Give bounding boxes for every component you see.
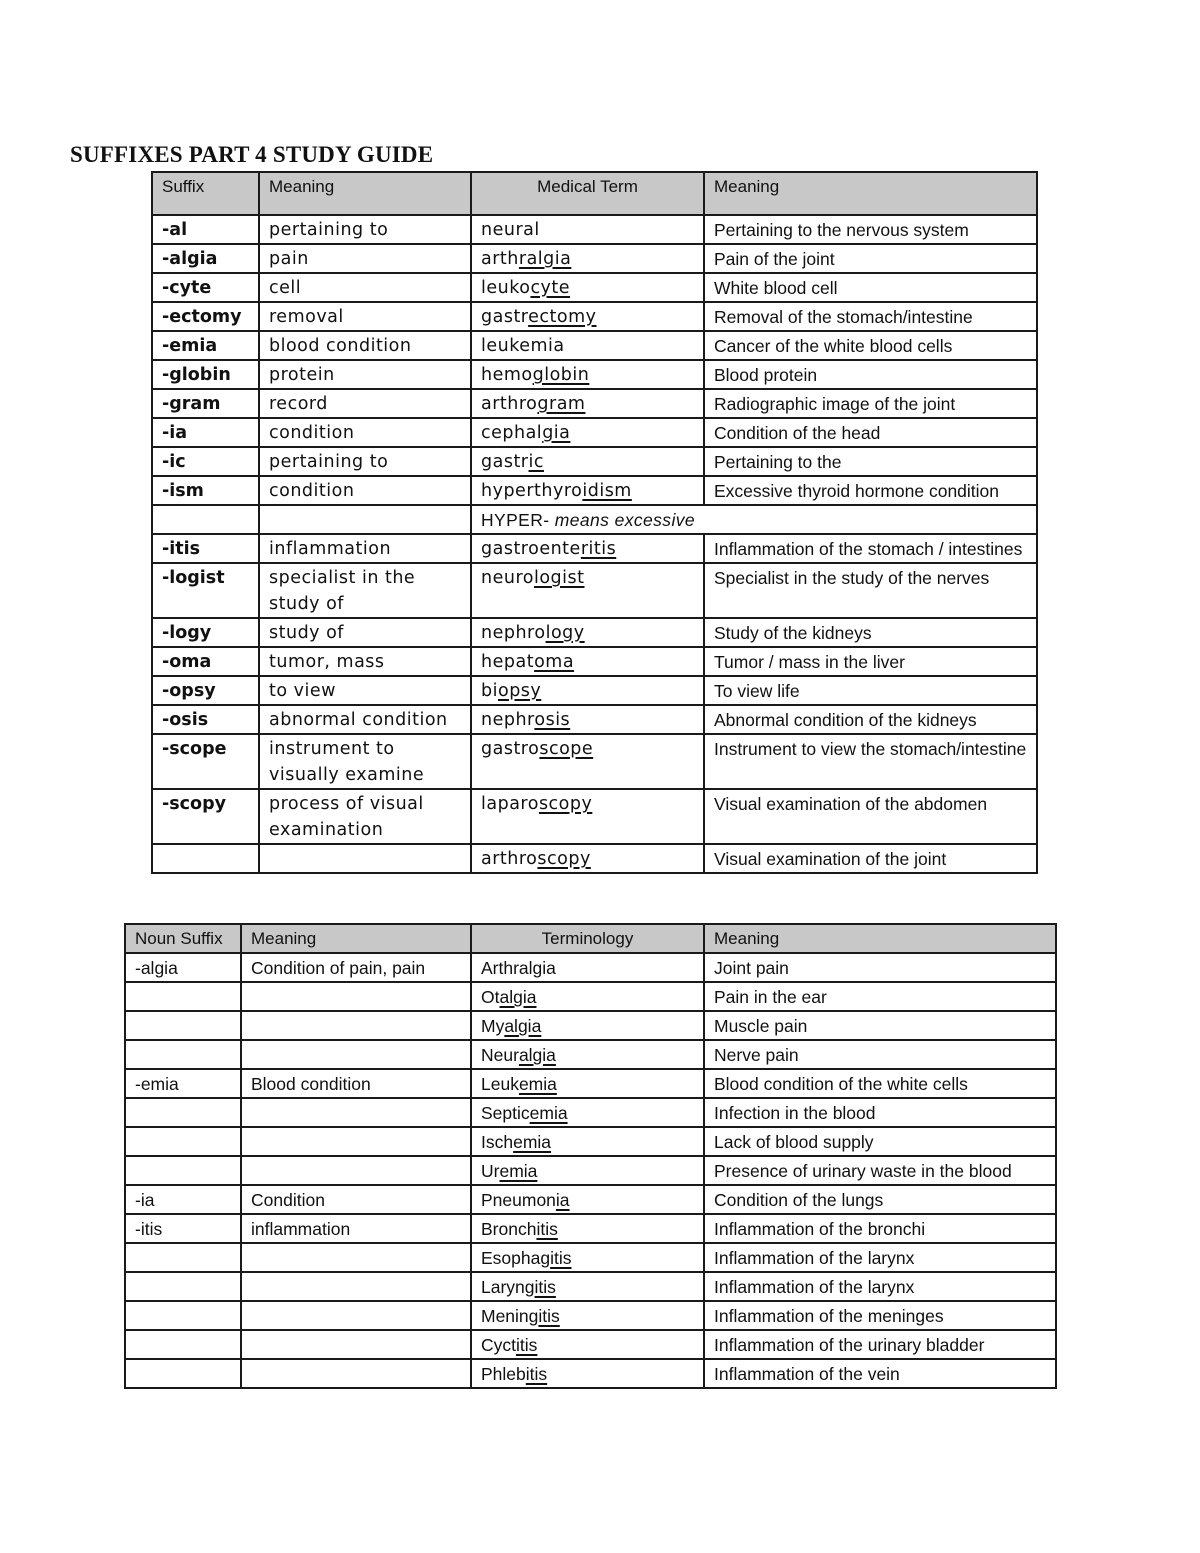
- term-cell: [471, 1272, 704, 1301]
- term-meaning-cell: To view life: [704, 676, 1037, 705]
- term-root: Cyct: [481, 1335, 516, 1355]
- term-cell: [471, 1359, 704, 1388]
- meaning-cell: [259, 844, 471, 873]
- table-row: [152, 844, 1037, 873]
- term-cell: [471, 1069, 704, 1098]
- term-cell: [471, 1330, 704, 1359]
- term-cell: [471, 734, 704, 789]
- table-row: [152, 215, 1037, 244]
- term-suffix-underlined: itis: [534, 1277, 556, 1297]
- term-cell: [471, 215, 704, 244]
- term-root: arthro: [481, 849, 538, 869]
- term-cell: [471, 389, 704, 418]
- term-suffix-underlined: gia: [542, 423, 571, 443]
- term-cell: [471, 534, 704, 563]
- term-cell: [471, 705, 704, 734]
- meaning-cell: process of visual examination: [259, 789, 471, 844]
- term-meaning-cell: Visual examination of the joint: [704, 844, 1037, 873]
- term-meaning-cell: Condition of the head: [704, 418, 1037, 447]
- suffix-cell: -opsy: [152, 676, 259, 705]
- term-meaning-cell: Cancer of the white blood cells: [704, 331, 1037, 360]
- header-meaning: Meaning: [259, 172, 471, 215]
- term-root: Neur: [481, 1045, 519, 1065]
- suffix-cell: -emia: [125, 1069, 241, 1098]
- term-meaning-cell: Inflammation of the larynx: [704, 1272, 1056, 1301]
- meaning-cell: removal: [259, 302, 471, 331]
- table-row: [125, 1040, 1056, 1069]
- term-suffix-underlined: emia: [499, 1161, 538, 1181]
- term-root: cephal: [481, 423, 543, 443]
- meaning-cell: protein: [259, 360, 471, 389]
- table-row: [152, 647, 1037, 676]
- term-cell: [471, 563, 704, 618]
- meaning-cell: inflammation: [241, 1214, 471, 1243]
- term-meaning-cell: Inflammation of the bronchi: [704, 1214, 1056, 1243]
- table-header-row: [125, 924, 1056, 953]
- meaning-cell: to view: [259, 676, 471, 705]
- meaning-cell: Blood condition: [241, 1069, 471, 1098]
- table-row: [125, 1011, 1056, 1040]
- term-meaning-cell: Removal of the stomach/intestine: [704, 302, 1037, 331]
- term-meaning-cell: Pain in the ear: [704, 982, 1056, 1011]
- meaning-cell: pertaining to: [259, 215, 471, 244]
- term-root: laparo: [481, 794, 539, 814]
- note-text: means excessive: [549, 510, 696, 530]
- suffix-cell: -gram: [152, 389, 259, 418]
- term-root: leukemia: [481, 336, 565, 356]
- meaning-cell: [241, 1301, 471, 1330]
- prefix-note: [471, 505, 1037, 534]
- term-suffix-underlined: scopy: [538, 794, 593, 814]
- term-meaning-cell: Study of the kidneys: [704, 618, 1037, 647]
- term-cell: [471, 1243, 704, 1272]
- term-suffix-underlined: algia: [499, 987, 537, 1007]
- term-suffix-underlined: ralgia: [518, 249, 572, 269]
- term-meaning-cell: Inflammation of the larynx: [704, 1243, 1056, 1272]
- term-suffix-underlined: itis: [538, 1306, 560, 1326]
- term-meaning-cell: Blood condition of the white cells: [704, 1069, 1056, 1098]
- term-cell: [471, 844, 704, 873]
- term-cell: [471, 273, 704, 302]
- table-row: [152, 734, 1037, 789]
- meaning-cell: [241, 1243, 471, 1272]
- table-row: [125, 1185, 1056, 1214]
- term-root: neural: [481, 220, 540, 240]
- note-empty-cell: [152, 505, 259, 534]
- term-root: gastro: [481, 739, 540, 759]
- term-suffix-underlined: cyte: [530, 278, 571, 298]
- term-meaning-cell: Muscle pain: [704, 1011, 1056, 1040]
- term-suffix-underlined: ritis: [580, 539, 617, 559]
- term-suffix-underlined: opsy: [497, 681, 542, 701]
- table-row: [152, 563, 1037, 618]
- term-suffix-underlined: globin: [532, 365, 590, 385]
- term-root: leuko: [481, 278, 531, 298]
- header-noun-suffix: Noun Suffix: [125, 924, 241, 953]
- term-root: hyperthyro: [481, 481, 583, 501]
- suffix-cell: -algia: [125, 953, 241, 982]
- term-cell: [471, 302, 704, 331]
- meaning-cell: [241, 1127, 471, 1156]
- suffix-cell: -algia: [152, 244, 259, 273]
- term-meaning-cell: Excessive thyroid hormone condition: [704, 476, 1037, 505]
- term-root: Ot: [481, 987, 500, 1007]
- table-row: [152, 618, 1037, 647]
- term-root: hepat: [481, 652, 535, 672]
- table-row: [125, 1127, 1056, 1156]
- meaning-cell: tumor, mass: [259, 647, 471, 676]
- table-row: [125, 1272, 1056, 1301]
- term-suffix-underlined: gram: [537, 394, 586, 414]
- term-meaning-cell: Nerve pain: [704, 1040, 1056, 1069]
- meaning-cell: condition: [259, 476, 471, 505]
- header-term-meaning: Meaning: [704, 172, 1037, 215]
- table-row: [152, 418, 1037, 447]
- term-suffix-underlined: emia: [529, 1103, 568, 1123]
- header-meaning: Meaning: [241, 924, 471, 953]
- term-root: gastr: [481, 452, 529, 472]
- table-row: [125, 1069, 1056, 1098]
- term-meaning-cell: Joint pain: [704, 953, 1056, 982]
- suffix-cell: -logy: [152, 618, 259, 647]
- meaning-cell: study of: [259, 618, 471, 647]
- term-cell: [471, 1214, 704, 1243]
- table-row: [125, 1359, 1056, 1388]
- suffix-cell: [125, 1040, 241, 1069]
- term-root: nephro: [481, 623, 546, 643]
- meaning-cell: pain: [259, 244, 471, 273]
- term-root: nephr: [481, 710, 535, 730]
- term-meaning-cell: Inflammation of the meninges: [704, 1301, 1056, 1330]
- meaning-cell: Condition of pain, pain: [241, 953, 471, 982]
- term-root: hemo: [481, 365, 533, 385]
- term-suffix-underlined: algia: [504, 1016, 542, 1036]
- term-root: Mening: [481, 1306, 539, 1326]
- term-suffix-underlined: scopy: [537, 849, 591, 869]
- term-meaning-cell: Radiographic image of the joint: [704, 389, 1037, 418]
- term-cell: [471, 331, 704, 360]
- suffix-cell: [125, 1243, 241, 1272]
- page-title: SUFFIXES PART 4 STUDY GUIDE: [70, 142, 434, 167]
- term-suffix-underlined: algia: [518, 1045, 556, 1065]
- term-suffix-underlined: itis: [516, 1335, 538, 1355]
- term-meaning-cell: Pertaining to the: [704, 447, 1037, 476]
- table-row: [152, 302, 1037, 331]
- meaning-cell: blood condition: [259, 331, 471, 360]
- header-terminology: Terminology: [471, 924, 704, 953]
- suffix-cell: [125, 1359, 241, 1388]
- term-root: bi: [481, 681, 498, 701]
- term-meaning-cell: Presence of urinary waste in the blood: [704, 1156, 1056, 1185]
- meaning-cell: Condition: [241, 1185, 471, 1214]
- table-row: [152, 676, 1037, 705]
- table-header-row: [152, 172, 1037, 215]
- term-cell: [471, 476, 704, 505]
- term-suffix-underlined: emia: [518, 1074, 557, 1094]
- term-root: Septic: [481, 1103, 530, 1123]
- term-root: Bronch: [481, 1219, 537, 1239]
- meaning-cell: [241, 1359, 471, 1388]
- suffix-cell: [125, 1098, 241, 1127]
- term-root: Isch: [481, 1132, 514, 1152]
- table-row: [125, 1330, 1056, 1359]
- term-cell: [471, 1156, 704, 1185]
- term-cell: [471, 647, 704, 676]
- term-meaning-cell: Visual examination of the abdomen: [704, 789, 1037, 844]
- term-meaning-cell: Pain of the joint: [704, 244, 1037, 273]
- term-suffix-underlined: logist: [533, 568, 585, 588]
- meaning-cell: cell: [259, 273, 471, 302]
- suffix-table: [151, 171, 1038, 874]
- term-meaning-cell: Tumor / mass in the liver: [704, 647, 1037, 676]
- term-meaning-cell: Inflammation of the stomach / intestines: [704, 534, 1037, 563]
- term-root: Arthralgia: [481, 958, 556, 978]
- meaning-cell: [241, 1098, 471, 1127]
- table-row: [125, 953, 1056, 982]
- meaning-cell: [241, 1011, 471, 1040]
- term-meaning-cell: Lack of blood supply: [704, 1127, 1056, 1156]
- meaning-cell: specialist in the study of: [259, 563, 471, 618]
- table-row: [152, 360, 1037, 389]
- suffix-cell: -ia: [125, 1185, 241, 1214]
- term-root: Phleb: [481, 1364, 526, 1384]
- term-meaning-cell: Instrument to view the stomach/intestine: [704, 734, 1037, 789]
- term-cell: [471, 1098, 704, 1127]
- meaning-cell: inflammation: [259, 534, 471, 563]
- suffix-cell: -logist: [152, 563, 259, 618]
- table-row: [152, 789, 1037, 844]
- term-root: Pneumon: [481, 1190, 556, 1210]
- meaning-cell: pertaining to: [259, 447, 471, 476]
- term-suffix-underlined: ia: [555, 1190, 570, 1210]
- header-term-meaning: Meaning: [704, 924, 1056, 953]
- suffix-cell: -cyte: [152, 273, 259, 302]
- term-meaning-cell: Blood protein: [704, 360, 1037, 389]
- table-row-note: [152, 505, 1037, 534]
- meaning-cell: [241, 982, 471, 1011]
- term-suffix-underlined: itis: [536, 1219, 558, 1239]
- table-row: [152, 705, 1037, 734]
- table-row: [152, 447, 1037, 476]
- suffix-cell: -emia: [152, 331, 259, 360]
- suffix-cell: [125, 1272, 241, 1301]
- term-suffix-underlined: logy: [545, 623, 585, 643]
- suffix-cell: -ic: [152, 447, 259, 476]
- header-suffix: Suffix: [152, 172, 259, 215]
- term-root: My: [481, 1016, 505, 1036]
- table-row: [125, 1243, 1056, 1272]
- term-cell: [471, 618, 704, 647]
- meaning-cell: instrument to visually examine: [259, 734, 471, 789]
- term-root: Leuk: [481, 1074, 519, 1094]
- term-meaning-cell: Infection in the blood: [704, 1098, 1056, 1127]
- term-suffix-underlined: osis: [534, 710, 571, 730]
- suffix-table-body: [152, 534, 1037, 873]
- term-cell: [471, 1011, 704, 1040]
- suffix-cell: -scopy: [152, 789, 259, 844]
- term-root: arthro: [481, 394, 538, 414]
- term-cell: [471, 1127, 704, 1156]
- suffix-cell: [152, 844, 259, 873]
- suffix-cell: -ectomy: [152, 302, 259, 331]
- meaning-cell: [241, 1330, 471, 1359]
- term-root: Esophag: [481, 1248, 551, 1268]
- term-cell: [471, 953, 704, 982]
- term-cell: [471, 447, 704, 476]
- suffix-cell: -osis: [152, 705, 259, 734]
- table-row: [125, 1214, 1056, 1243]
- term-cell: [471, 789, 704, 844]
- term-cell: [471, 1185, 704, 1214]
- suffix-cell: -ism: [152, 476, 259, 505]
- noun-suffix-table-body: [125, 953, 1056, 1388]
- table-row: [152, 244, 1037, 273]
- note-prefix: HYPER-: [481, 510, 550, 530]
- meaning-cell: record: [259, 389, 471, 418]
- term-root: gastr: [481, 307, 529, 327]
- term-suffix-underlined: ic: [528, 452, 544, 472]
- suffix-cell: -itis: [152, 534, 259, 563]
- term-root: neuro: [481, 568, 534, 588]
- table-row: [125, 1156, 1056, 1185]
- term-root: Ur: [481, 1161, 500, 1181]
- term-meaning-cell: Pertaining to the nervous system: [704, 215, 1037, 244]
- term-suffix-underlined: itis: [525, 1364, 548, 1384]
- suffix-cell: -scope: [152, 734, 259, 789]
- term-suffix-underlined: oma: [534, 652, 575, 672]
- note-empty-cell: [259, 505, 471, 534]
- term-cell: [471, 244, 704, 273]
- term-cell: [471, 1040, 704, 1069]
- meaning-cell: condition: [259, 418, 471, 447]
- term-cell: [471, 418, 704, 447]
- meaning-cell: [241, 1156, 471, 1185]
- table-row: [152, 389, 1037, 418]
- term-meaning-cell: White blood cell: [704, 273, 1037, 302]
- term-cell: [471, 676, 704, 705]
- meaning-cell: [241, 1272, 471, 1301]
- suffix-cell: [125, 1156, 241, 1185]
- table-row: [152, 331, 1037, 360]
- meaning-cell: [241, 1040, 471, 1069]
- suffix-cell: -itis: [125, 1214, 241, 1243]
- term-suffix-underlined: scope: [539, 739, 594, 759]
- term-suffix-underlined: ectomy: [528, 307, 597, 327]
- header-medical-term: Medical Term: [471, 172, 704, 215]
- table-row: [152, 534, 1037, 563]
- suffix-cell: -al: [152, 215, 259, 244]
- noun-suffix-table: [124, 923, 1057, 1389]
- suffix-cell: [125, 1330, 241, 1359]
- table-row: [152, 476, 1037, 505]
- term-cell: [471, 1301, 704, 1330]
- suffix-cell: [125, 1127, 241, 1156]
- suffix-cell: -globin: [152, 360, 259, 389]
- table-row: [152, 273, 1037, 302]
- table-row: [125, 982, 1056, 1011]
- term-cell: [471, 360, 704, 389]
- term-root: gastroente: [481, 539, 581, 559]
- suffix-cell: -ia: [152, 418, 259, 447]
- table-row: [125, 1098, 1056, 1127]
- term-root: arth: [481, 249, 519, 269]
- term-meaning-cell: Specialist in the study of the nerves: [704, 563, 1037, 618]
- term-suffix-underlined: idism: [582, 481, 632, 501]
- term-root: Laryng: [481, 1277, 535, 1297]
- term-cell: [471, 982, 704, 1011]
- term-meaning-cell: Inflammation of the urinary bladder: [704, 1330, 1056, 1359]
- term-suffix-underlined: itis: [550, 1248, 572, 1268]
- term-suffix-underlined: emia: [513, 1132, 552, 1152]
- suffix-cell: -oma: [152, 647, 259, 676]
- term-meaning-cell: Condition of the lungs: [704, 1185, 1056, 1214]
- suffix-cell: [125, 1011, 241, 1040]
- table-row: [125, 1301, 1056, 1330]
- suffix-cell: [125, 1301, 241, 1330]
- suffix-cell: [125, 982, 241, 1011]
- term-meaning-cell: Abnormal condition of the kidneys: [704, 705, 1037, 734]
- term-meaning-cell: Inflammation of the vein: [704, 1359, 1056, 1388]
- suffix-table-body: [152, 215, 1037, 505]
- meaning-cell: abnormal condition: [259, 705, 471, 734]
